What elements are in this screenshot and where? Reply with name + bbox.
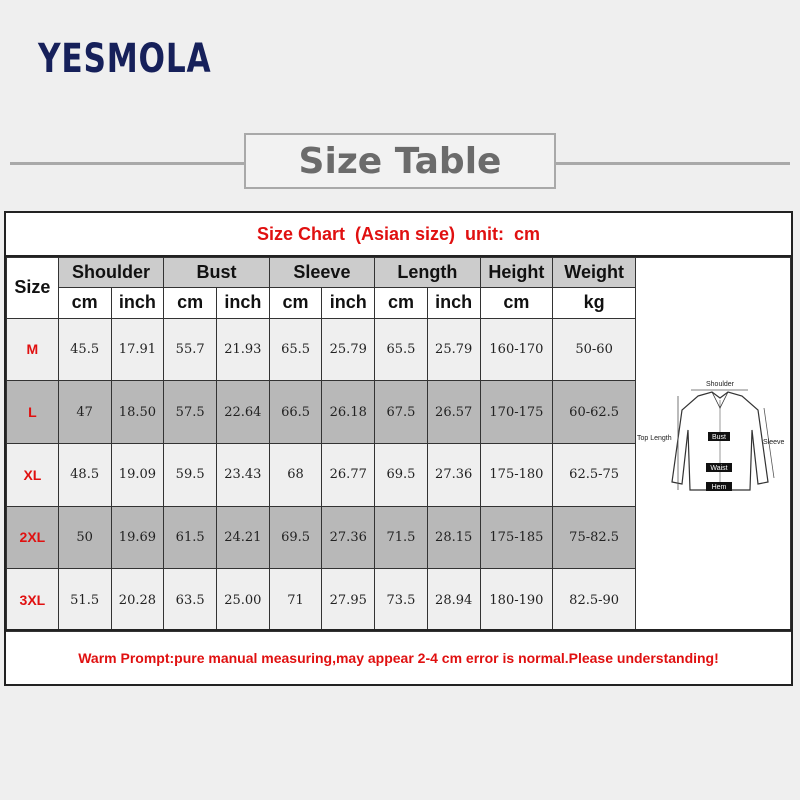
table-group-header-row	[7, 258, 791, 288]
table-cell: 23.43	[216, 443, 269, 506]
table-cell: 63.5	[164, 569, 217, 632]
table-cell: 66.5	[269, 381, 322, 444]
table-cell: 27.95	[322, 569, 375, 632]
diagram-label-bust: Bust	[712, 434, 727, 441]
shoulder-header: Shoulder	[58, 258, 164, 288]
length-header: Length	[375, 258, 480, 288]
table-cell: 75-82.5	[553, 506, 636, 569]
table-cell: 57.5	[164, 381, 217, 444]
table-cell: 27.36	[322, 506, 375, 569]
table-cell: 73.5	[375, 569, 428, 632]
table-cell: 71	[269, 569, 322, 632]
unit-header: inch	[111, 288, 164, 318]
bust-header: Bust	[164, 258, 269, 288]
size-label: 3XL	[7, 569, 59, 632]
table-cell: 61.5	[164, 506, 217, 569]
size-label: 2XL	[7, 506, 59, 569]
table-cell: 26.77	[322, 443, 375, 506]
table-cell: 17.91	[111, 318, 164, 381]
table-cell: 51.5	[58, 569, 111, 632]
table-cell: 69.5	[375, 443, 428, 506]
table-cell: 19.09	[111, 443, 164, 506]
table-cell: 28.15	[427, 506, 480, 569]
brand-logo: YESMOLA	[38, 36, 212, 82]
table-cell: 60-62.5	[553, 381, 636, 444]
table-cell: 68	[269, 443, 322, 506]
table-cell: 160-170	[480, 318, 553, 381]
size-label: M	[7, 318, 59, 381]
table-cell: 180-190	[480, 569, 553, 632]
table-cell: 62.5-75	[553, 443, 636, 506]
unit-header: inch	[427, 288, 480, 318]
unit-header: cm	[269, 288, 322, 318]
table-cell: 47	[58, 381, 111, 444]
table-cell: 175-180	[480, 443, 553, 506]
banner-title: Size Table	[244, 133, 556, 189]
table-cell: 65.5	[269, 318, 322, 381]
table-cell: 50-60	[553, 318, 636, 381]
size-header: Size	[7, 258, 59, 319]
unit-header: cm	[480, 288, 553, 318]
height-header: Height	[480, 258, 553, 288]
table-cell: 25.79	[427, 318, 480, 381]
table-cell: 26.57	[427, 381, 480, 444]
table-cell: 175-185	[480, 506, 553, 569]
table-cell: 50	[58, 506, 111, 569]
table-cell: 48.5	[58, 443, 111, 506]
size-chart-frame	[4, 211, 793, 686]
garment-diagram-cell	[635, 258, 790, 632]
table-cell: 21.93	[216, 318, 269, 381]
warm-prompt-note: Warm Prompt:pure manual measuring,may appear 2-4 cm error is normal.Please understanding!	[6, 629, 791, 684]
table-cell: 25.00	[216, 569, 269, 632]
table-cell: 45.5	[58, 318, 111, 381]
table-cell: 170-175	[480, 381, 553, 444]
table-cell: 19.69	[111, 506, 164, 569]
unit-header: inch	[322, 288, 375, 318]
table-cell: 20.28	[111, 569, 164, 632]
table-cell: 28.94	[427, 569, 480, 632]
size-label: XL	[7, 443, 59, 506]
unit-header: cm	[375, 288, 428, 318]
table-cell: 59.5	[164, 443, 217, 506]
table-cell: 27.36	[427, 443, 480, 506]
unit-header: cm	[164, 288, 217, 318]
diagram-label-top-length: Top Length	[637, 435, 673, 442]
table-cell: 71.5	[375, 506, 428, 569]
diagram-label-sleeve: Sleeve	[763, 439, 785, 446]
table-cell: 22.64	[216, 381, 269, 444]
divider-right	[555, 162, 790, 165]
weight-header: Weight	[553, 258, 636, 288]
table-cell: 82.5-90	[553, 569, 636, 632]
table-cell: 25.79	[322, 318, 375, 381]
chart-title: Size Chart (Asian size) unit: cm	[6, 213, 791, 257]
size-label: L	[7, 381, 59, 444]
table-cell: 67.5	[375, 381, 428, 444]
unit-header: cm	[58, 288, 111, 318]
sleeve-header: Sleeve	[269, 258, 374, 288]
garment-diagram	[636, 258, 789, 626]
table-cell: 26.18	[322, 381, 375, 444]
table-cell: 69.5	[269, 506, 322, 569]
size-table	[6, 257, 791, 632]
diagram-label-waist: Waist	[710, 465, 729, 472]
diagram-label-hem: Hem	[712, 484, 727, 491]
unit-header: inch	[216, 288, 269, 318]
divider-left	[10, 162, 246, 165]
table-cell: 55.7	[164, 318, 217, 381]
table-cell: 65.5	[375, 318, 428, 381]
table-cell: 18.50	[111, 381, 164, 444]
unit-header: kg	[553, 288, 636, 318]
table-cell: 24.21	[216, 506, 269, 569]
diagram-label-shoulder: Shoulder	[706, 381, 735, 388]
